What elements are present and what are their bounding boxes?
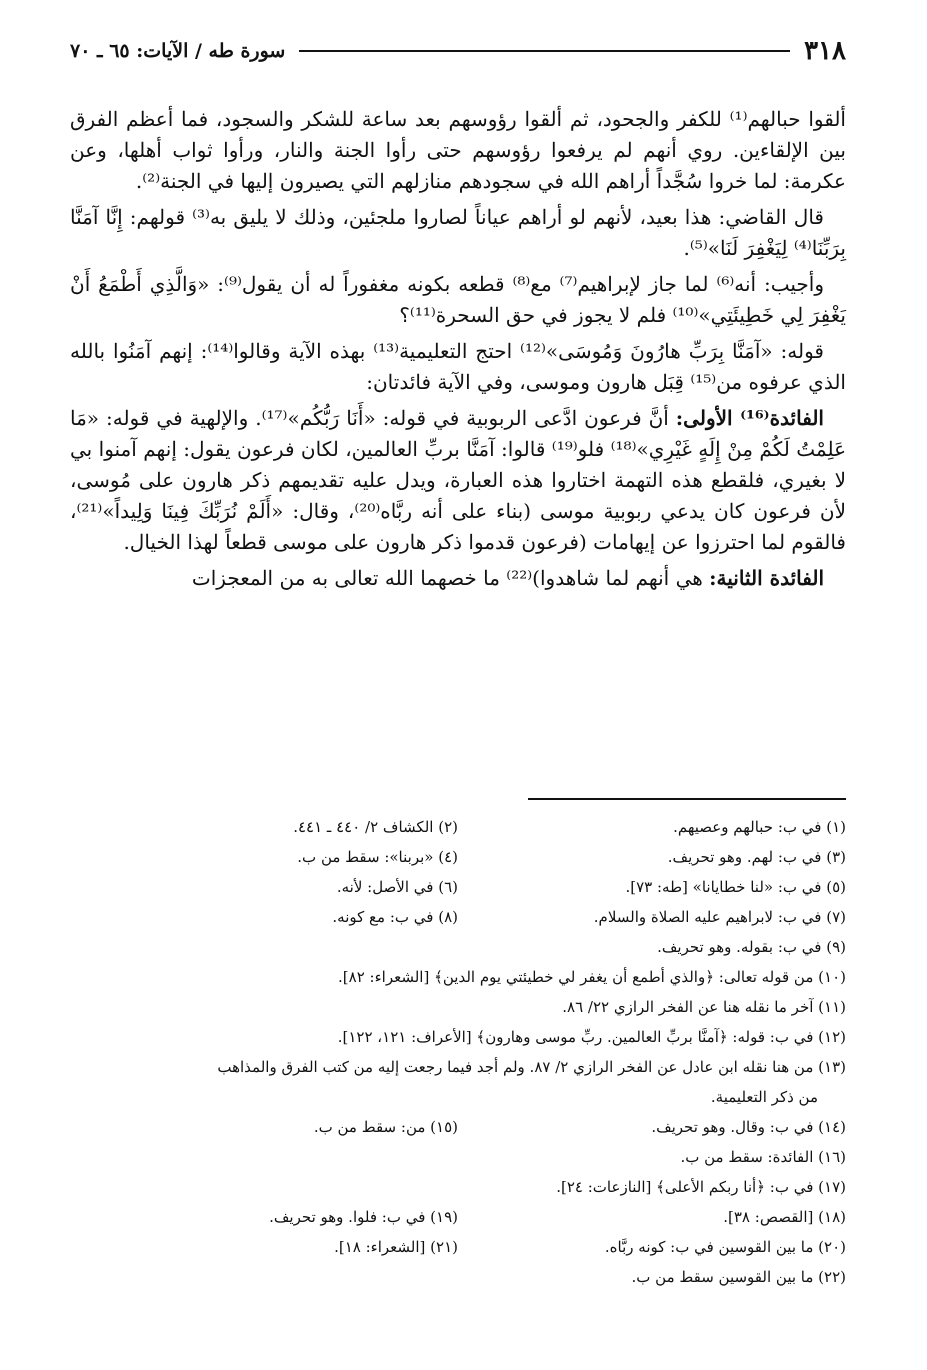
paragraph-5	[70, 403, 846, 558]
footnote-2: (٢) الكشاف ٢/ ٤٤٠ ـ ٤٤١.	[293, 818, 458, 836]
header-rule	[299, 50, 790, 52]
main-text	[70, 104, 846, 599]
first-benefit-heading: الفائدة⁽¹⁶⁾ الأولى:	[675, 406, 824, 430]
paragraph-1: ألقوا حبالهم⁽¹⁾ للكفر والجحود، ثم ألقوا رؤوسهم بعد ساعة للشكر والسجود، فما أعظم الفرق بين الإلقاءين. روي أنهم لم يرفعوا رؤوسهم حتى رأوا الجنة والنار، ورأوا ثواب أهلها، وعن عكرمة: لما خروا سُجَّداً أراهم الله في سجودهم منازلهم التي يصيرون إليها في الجنة⁽²⁾.	[70, 107, 846, 193]
footnote-3: (٣) في ب: لهم. وهو تحريف.	[667, 848, 846, 866]
page-number: ٣١٨	[804, 36, 846, 66]
paragraph-5-text: أنَّ فرعون ادَّعى الربوبية في قوله: «أَنَا رَبُّكُم»⁽¹⁷⁾. والإلهية في قوله: «مَا عَلِمْتُ لَكُمْ مِنْ إِلَهٍ غَيْرِي»⁽¹⁸⁾ فلو⁽¹⁹⁾ قالوا: آمَنَّا بربِّ العالمين، لكان فرعون يقول: إنهم آمنوا بي لا بغيري، فلقطع هذه التهمة اختاروا هذه العبارة، ويدل عليه تقديمهم ذكر هارون على مُوسى، لأن فرعون كان يدعي ربوبية موسى (بناء على أنه ربَّاه⁽²⁰⁾، وقال: «أَلَمْ نُرَبِّكَ فِينَا وَلِيداً»⁽²¹⁾، فالقوم لما احترزوا عن إيهامات (فرعون قدموا ذكر هارون على موسى قطعاً لهذا الخيال.	[70, 406, 847, 554]
footnote-21: (٢١) [الشعراء: ١٨].	[334, 1238, 458, 1256]
footnote-row	[70, 872, 846, 902]
footnote-19: (١٩) في ب: فلوا. وهو تحريف.	[269, 1208, 458, 1226]
running-title: سورة طه / الآيات: ٦٥ ـ ٧٠	[70, 40, 286, 62]
footnote-12: (١٢) في ب: قوله: ﴿آمنَّا بربِّ العالمين. ربِّ موسى وهارون﴾ [الأعراف: ١٢١، ١٢٢].	[337, 1028, 846, 1046]
footnote-15: (١٥) من: سقط من ب.	[313, 1118, 458, 1136]
footnote-4: (٤) «بربنا»: سقط من ب.	[297, 848, 458, 866]
second-benefit-heading: الفائدة الثانية:	[709, 566, 824, 590]
paragraph-4: قوله: «آمَنَّا بِرَبِّ هارُونَ وَمُوسَى»⁽¹²⁾ احتج التعليمية⁽¹³⁾ بهذه الآية وقالوا⁽¹⁴⁾: إنهم آمَنُوا بالله الذي عرفوه من⁽¹⁵⁾ قِبَل هارون وموسى، وفي الآية فائدتان:	[70, 339, 846, 394]
footnote-6: (٦) في الأصل: لأنه.	[336, 878, 458, 896]
footnote-8: (٨) في ب: مع كونه.	[332, 908, 458, 926]
footnote-row	[70, 1202, 846, 1232]
footnote-16: (١٦) الفائدة: سقط من ب.	[680, 1148, 846, 1166]
footnotes	[70, 812, 846, 1292]
footnote-row	[70, 1112, 846, 1142]
footnote-22: (٢٢) ما بين القوسين سقط من ب.	[631, 1268, 846, 1286]
footnote-row	[70, 1232, 846, 1262]
footnote-row	[70, 812, 846, 842]
footnote-20: (٢٠) ما بين القوسين في ب: كونه ربَّاه.	[604, 1238, 846, 1256]
footnote-14: (١٤) في ب: وقال. وهو تحريف.	[651, 1118, 846, 1136]
footnote-5: (٥) في ب: «لنا خطايانا» [طه: ٧٣].	[625, 878, 846, 896]
footnote-separator	[528, 798, 846, 800]
footnote-13-continued: من ذكر التعليمية.	[710, 1088, 818, 1106]
paragraph-6-text: هي أنهم لما شاهدوا)⁽²²⁾ ما خصهما الله تعالى به من المعجزات	[191, 566, 710, 590]
footnote-13: (١٣) من هنا نقله ابن عادل عن الفخر الرازي ٢/ ٨٧. ولم أجد فيما رجعت إليه من كتب الفرق والمذاهب	[217, 1058, 846, 1076]
footnote-11: (١١) آخر ما نقله هنا عن الفخر الرازي ٢٢/ ٨٦.	[562, 998, 846, 1016]
paragraph-6	[70, 563, 846, 594]
footnote-7: (٧) في ب: لابراهيم عليه الصلاة والسلام.	[593, 908, 846, 926]
footnote-17: (١٧) في ب: ﴿أنا ربكم الأعلى﴾ [النازعات: ٢٤].	[556, 1178, 846, 1196]
footnote-9: (٩) في ب: بقوله. وهو تحريف.	[657, 938, 846, 956]
page-header	[70, 36, 846, 66]
paragraph-2: قال القاضي: هذا بعيد، لأنهم لو أراهم عياناً لصاروا ملجئين، وذلك لا يليق به⁽³⁾ قولهم: إِنَّا آمَنَّا بِرَبِّنَا⁽⁴⁾ لِيَغْفِرَ لَنَا»⁽⁵⁾.	[70, 205, 846, 260]
footnote-18: (١٨) [القصص: ٣٨].	[723, 1208, 846, 1226]
footnote-1: (١) في ب: حبالهم وعصيهم.	[673, 818, 846, 836]
footnote-row	[70, 902, 846, 932]
footnote-row	[70, 842, 846, 872]
paragraph-3: وأجيب: أنه⁽⁶⁾ لما جاز لإبراهيم⁽⁷⁾ مع⁽⁸⁾ قطعه بكونه مغفوراً له أن يقول⁽⁹⁾: «وَالَّذِي أَطْمَعُ أَنْ يَغْفِرَ لِي خَطِيئَتِي»⁽¹⁰⁾ فلم لا يجوز في حق السحرة⁽¹¹⁾؟	[70, 272, 846, 327]
footnote-10: (١٠) من قوله تعالى: ﴿والذي أطمع أن يغفر لي خطيئتي يوم الدين﴾ [الشعراء: ٨٢].	[338, 968, 846, 986]
